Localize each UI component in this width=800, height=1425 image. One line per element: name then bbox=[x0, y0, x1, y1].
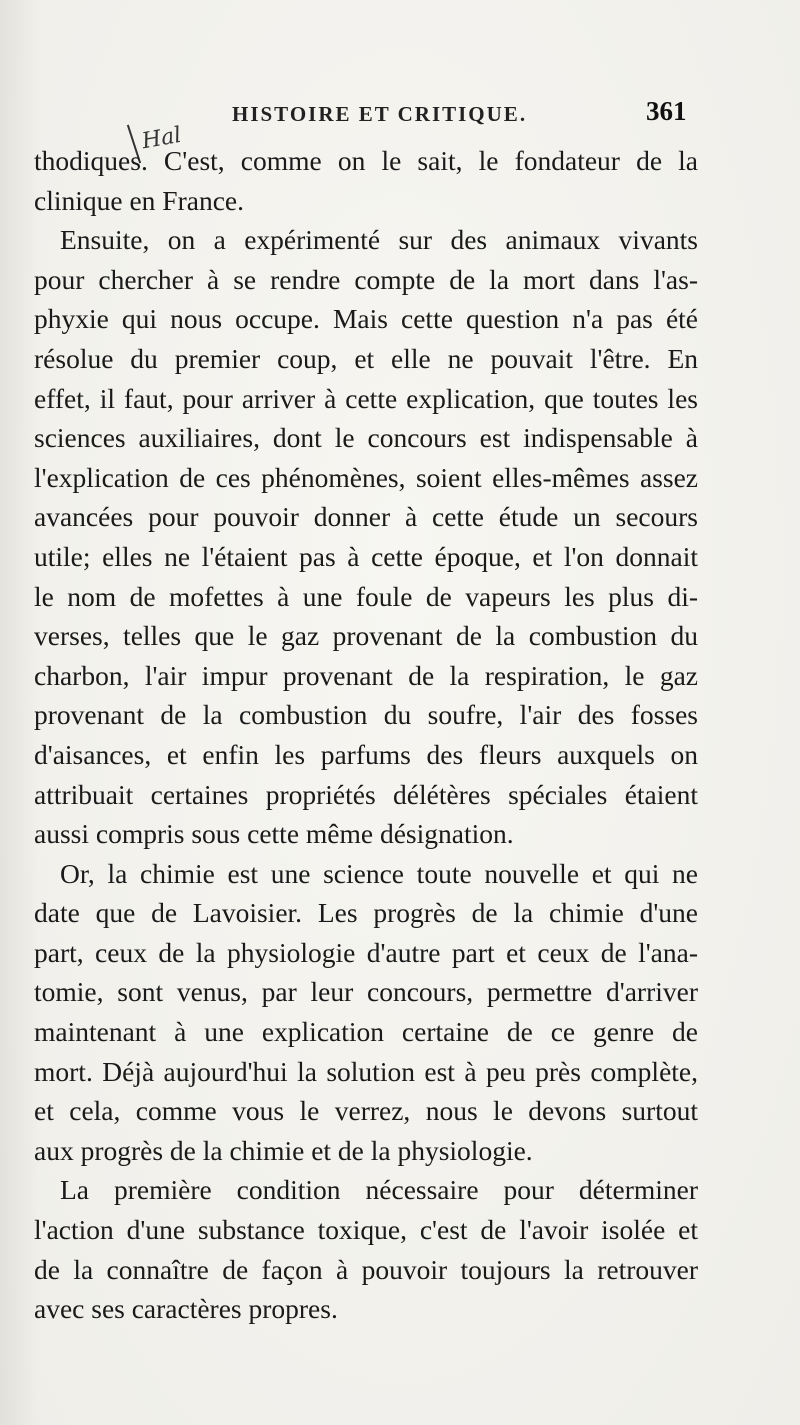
text-line: phyxie qui nous occupe. Mais cette question n'a pas été bbox=[34, 303, 698, 335]
text-line: tomie, sont venus, par leur concours, permettre d'arriver bbox=[34, 976, 698, 1008]
text-line: charbon, l'air impur provenant de la respiration, le gaz bbox=[34, 659, 698, 691]
text-line: l'explication de ces phénomènes, soient elles-mêmes assez bbox=[34, 461, 698, 493]
text-line: et cela, comme vous le verrez, nous le devons surtout bbox=[34, 1095, 698, 1127]
text-line: d'aisances, et enfin les parfums des fleurs auxquels on bbox=[34, 738, 698, 770]
paragraph-1 bbox=[34, 141, 698, 220]
text-line: provenant de la combustion du soufre, l'air des fosses bbox=[34, 699, 698, 731]
text-line: utile; elles ne l'étaient pas à cette époque, et l'on donnait bbox=[34, 540, 698, 572]
text-line: de la connaître de façon à pouvoir toujours la retrouver bbox=[34, 1253, 698, 1285]
text-line: maintenant à une explication certaine de ce genre de bbox=[34, 1016, 698, 1048]
text-line: aux progrès de la chimie et de la physiologie. bbox=[34, 1134, 533, 1166]
text-line: date que de Lavoisier. Les progrès de la chimie d'une bbox=[34, 897, 698, 929]
text-line: effet, il faut, pour arriver à cette explication, que toutes les bbox=[34, 382, 698, 414]
text-line: l'action d'une substance toxique, c'est de l'avoir isolée et bbox=[34, 1214, 698, 1246]
page-number: 361 bbox=[646, 96, 687, 126]
text-line: sciences auxiliaires, dont le concours est indispensable à bbox=[34, 422, 698, 454]
text-line: Or, la chimie est une science toute nouvelle et qui ne bbox=[60, 857, 698, 889]
text-line: clinique en France. bbox=[34, 184, 244, 216]
text-line: part, ceux de la physiologie d'autre part et ceux de l'ana- bbox=[34, 936, 698, 968]
text-line: mort. Déjà aujourd'hui la solution est à peu près complète, bbox=[34, 1055, 698, 1087]
paragraph-3 bbox=[34, 854, 698, 1171]
body-text bbox=[34, 141, 698, 1329]
text-line: le nom de mofettes à une foule de vapeurs les plus di- bbox=[34, 580, 698, 612]
text-line: avec ses caractères propres. bbox=[34, 1293, 338, 1325]
text-line: Ensuite, on a expérimenté sur des animaux vivants bbox=[60, 224, 698, 256]
text-line: La première condition nécessaire pour déterminer bbox=[60, 1174, 698, 1206]
running-head: HISTOIRE ET CRITIQUE. bbox=[232, 102, 528, 126]
text-line: thodiques. C'est, comme on le sait, le fondateur de la bbox=[34, 145, 698, 176]
margin-annotation: Hal bbox=[140, 122, 184, 155]
text-line: verses, telles que le gaz provenant de la combustion du bbox=[34, 620, 698, 652]
paragraph-4 bbox=[34, 1170, 698, 1328]
text-line: résolue du premier coup, et elle ne pouvait l'être. En bbox=[34, 342, 698, 374]
text-line: pour chercher à se rendre compte de la mort dans l'as- bbox=[34, 263, 698, 295]
text-line: attribuait certaines propriétés délétères spéciales étaient bbox=[34, 778, 698, 810]
text-line: avancées pour pouvoir donner à cette étude un secours bbox=[34, 501, 698, 533]
paragraph-2 bbox=[34, 220, 698, 854]
text-line: aussi compris sous cette même désignation. bbox=[34, 818, 514, 850]
